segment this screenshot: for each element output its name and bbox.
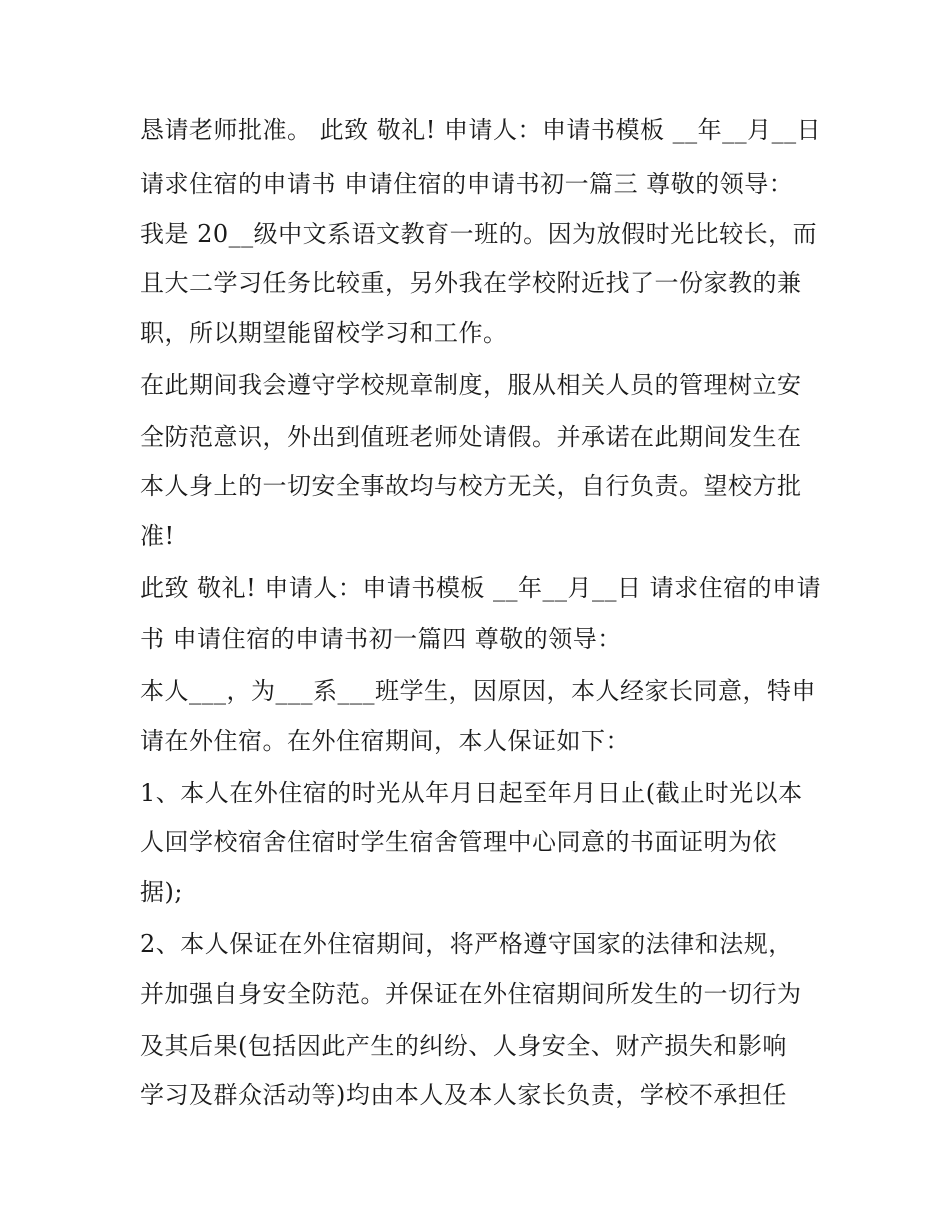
- text-line: 准!: [140, 522, 175, 550]
- text-line: 1、本人在外住宿的时光从年月日起至年月日止(截止时光以本: [140, 779, 803, 807]
- text-line: 在此期间我会遵守学校规章制度，服从相关人员的管理树立安: [140, 371, 802, 399]
- text-line: 并加强自身安全防范。并保证在外住宿期间所发生的一切行为: [140, 980, 802, 1008]
- text-line: 我是 20__级中文系语文教育一班的。因为放假时光比较长，而: [140, 220, 818, 248]
- text-line: 恳请老师批准。 此致 敬礼! 申请人：申请书模板 __年__月__日: [140, 116, 822, 144]
- text-line: 且大二学习任务比较重，另外我在学校附近找了一份家教的兼: [140, 269, 802, 297]
- text-line: 请在外住宿。在外住宿期间，本人保证如下：: [140, 727, 630, 755]
- text-line: 2、本人保证在外住宿期间，将严格遵守国家的法律和法规，: [140, 930, 793, 958]
- text-line: 本人身上的一切安全事故均与校方无关，自行负责。望校方批: [140, 472, 802, 500]
- text-line: 书 申请住宿的申请书初一篇四 尊敬的领导：: [140, 625, 622, 653]
- text-line: 全防范意识，外出到值班老师处请假。并承诺在此期间发生在: [140, 423, 802, 451]
- text-line: 职，所以期望能留校学习和工作。: [140, 319, 508, 347]
- text-line: 学习及群众活动等)均由本人及本人家长负责，学校不承担任: [140, 1081, 787, 1109]
- text-line: 据);: [140, 878, 183, 906]
- text-line: 此致 敬礼! 申请人：申请书模板 __年__月__日 请求住宿的申请: [140, 574, 822, 602]
- text-line: 本人___，为___系___班学生，因原因，本人经家长同意，特申: [140, 677, 816, 705]
- text-line: 人回学校宿舍住宿时学生宿舍管理中心同意的书面证明为依: [140, 828, 777, 856]
- text-line: 及其后果(包括因此产生的纠纷、人身安全、财产损失和影响: [140, 1032, 787, 1060]
- text-line: 请求住宿的申请书 申请住宿的申请书初一篇三 尊敬的领导：: [140, 170, 794, 198]
